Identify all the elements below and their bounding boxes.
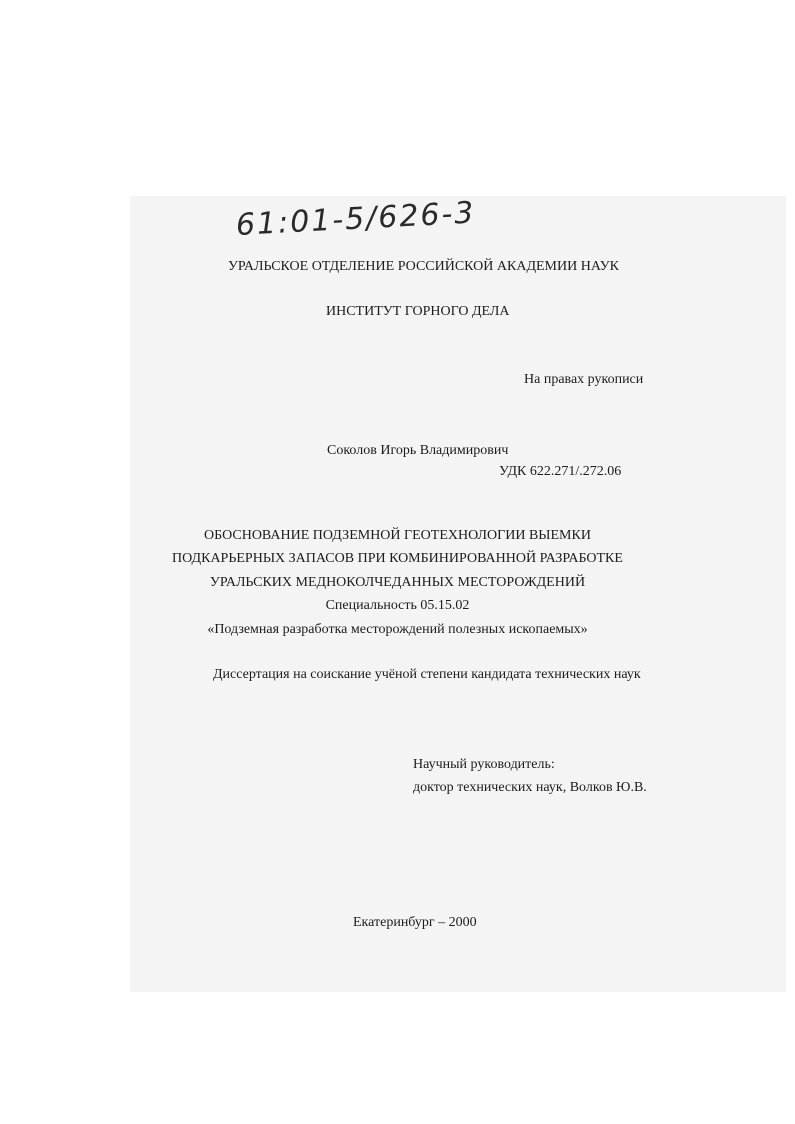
handwritten-code: 61:01-5/626-3 bbox=[235, 195, 477, 243]
institute: ИНСТИТУТ ГОРНОГО ДЕЛА bbox=[326, 304, 510, 319]
title-line: УРАЛЬСКИХ МЕДНОКОЛЧЕДАННЫХ МЕСТОРОЖДЕНИЙ bbox=[209, 575, 586, 590]
author: Соколов Игорь Владимирович bbox=[327, 443, 509, 458]
dissertation-type: Диссертация на соискание учёной степени кандидата технических наук bbox=[213, 667, 641, 682]
specialty: Специальность 05.15.02 bbox=[325, 598, 470, 613]
city-year: Екатеринбург – 2000 bbox=[353, 915, 477, 930]
rights-note: На правах рукописи bbox=[524, 372, 644, 387]
title-line: ПОДКАРЬЕРНЫХ ЗАПАСОВ ПРИ КОМБИНИРОВАННОЙ РАЗРАБОТКЕ bbox=[172, 551, 623, 566]
organization: УРАЛЬСКОЕ ОТДЕЛЕНИЕ РОССИЙСКОЙ АКАДЕМИИ НАУК bbox=[228, 259, 619, 274]
specialty-name: «Подземная разработка месторождений полезных ископаемых» bbox=[207, 622, 588, 637]
title-line: ОБОСНОВАНИЕ ПОДЗЕМНОЙ ГЕОТЕХНОЛОГИИ ВЫЕМКИ bbox=[204, 528, 591, 543]
udc: УДК 622.271/.272.06 bbox=[499, 464, 622, 479]
supervisor-label: Научный руководитель: bbox=[413, 757, 555, 772]
supervisor: доктор технических наук, Волков Ю.В. bbox=[413, 780, 647, 795]
